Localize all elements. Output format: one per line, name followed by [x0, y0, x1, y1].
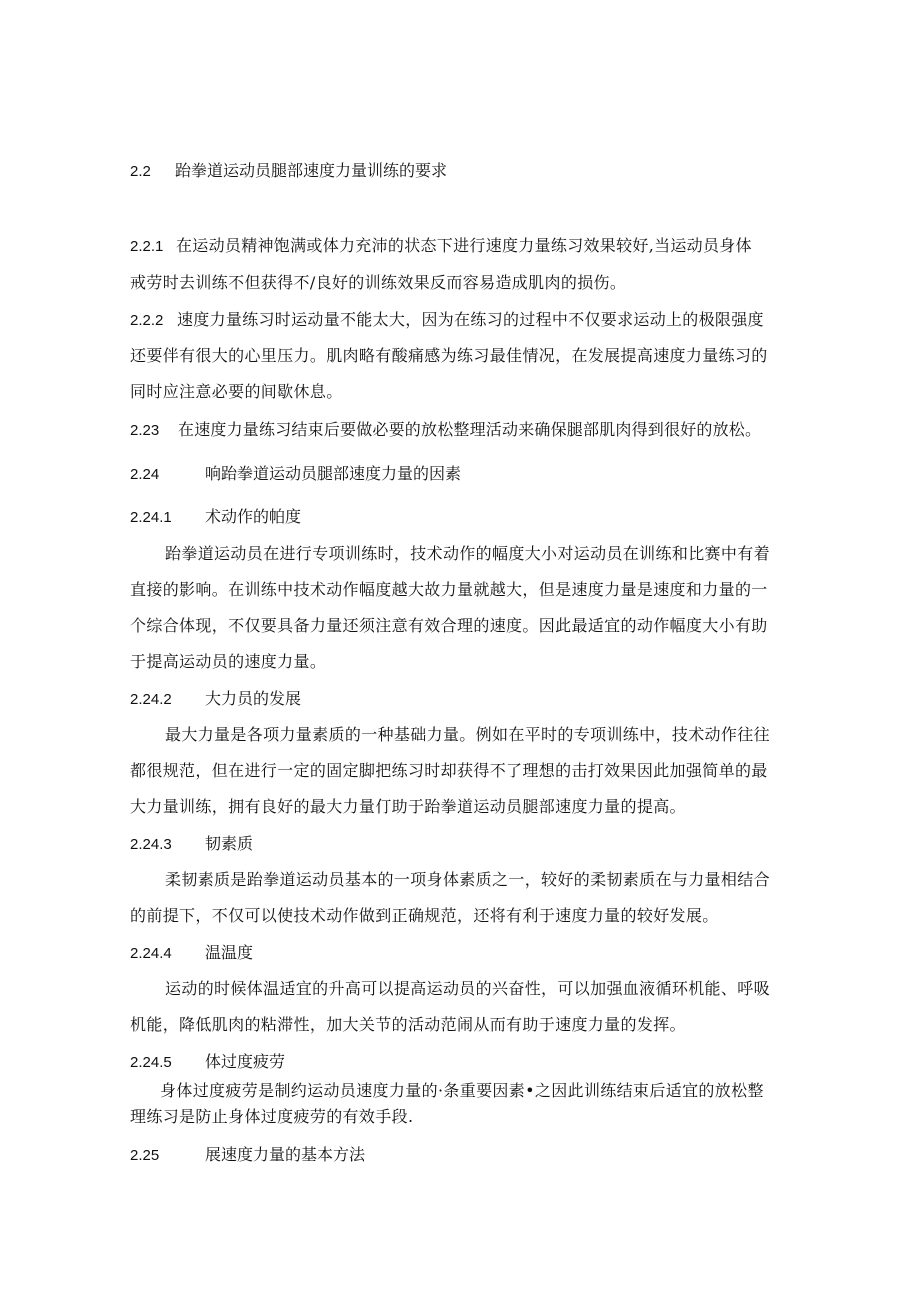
- paragraph-line: 于提高运动员的速度力量。: [130, 652, 327, 671]
- item-2-2-2: [130, 310, 764, 331]
- section-title: 展速度力量的基本方法: [205, 1145, 366, 1164]
- section-heading-2-25: [130, 1145, 365, 1166]
- section-heading-2-2: [130, 161, 447, 182]
- item-text-line: 在速度力量练习结束后要做必要的放松整理活动来确保腿部肌肉得到很好的放松。: [178, 420, 762, 439]
- subsection-number: 2.24.5: [130, 1054, 172, 1071]
- section-number: 2.24: [130, 466, 160, 483]
- subsection-number: 2.24.3: [130, 836, 172, 853]
- subsection-heading-2-24-4: [130, 943, 253, 964]
- section-title: 响跆拳道运动员腿部速度力量的因素: [205, 464, 462, 483]
- item-text-line: 同时应注意必要的间歇休息。: [130, 382, 343, 401]
- item-2-23: [130, 420, 761, 441]
- subsection-title: 体过度疲劳: [205, 1052, 286, 1071]
- section-title: 跆拳道运动员腿部速度力量训练的要求: [175, 161, 448, 180]
- item-number: 2.23: [130, 422, 160, 439]
- section-heading-2-24: [130, 464, 461, 485]
- paragraph-line: 的前提下，不仅可以使技术动作做到正确规范，还将有利于速度力量的较好发展。: [130, 906, 719, 925]
- paragraph-line: 运动的时候体温适宜的升高可以提高运动员的兴奋性，可以加强血液循环机能、呼吸: [165, 979, 770, 998]
- paragraph-line: 机能，降低肌肉的粘滞性，加大关节的活动范闹从而有助于速度力量的发挥。: [130, 1015, 686, 1034]
- paragraph-line: 柔韧素质是跆拳道运动员基本的一项身体素质之一，较好的柔韧素质在与力量相结合: [165, 870, 770, 889]
- item-text-line: 戒劳时去训练不但获得不/良好的训练效果反而容易造成肌肉的损伤。: [130, 273, 627, 292]
- paragraph-line: 跆拳道运动员在进行专项训练时，技术动作的幅度大小对运动员在训练和比赛中有着: [165, 544, 770, 563]
- subsection-number: 2.24.1: [130, 509, 172, 526]
- item-text-line: 还要伴有很大的心里压力。肌肉略有酸痛感为练习最佳情况，在发展提高速度力量练习的: [130, 346, 768, 365]
- subsection-heading-2-24-3: [130, 834, 253, 855]
- item-text-line: 速度力量练习时运动量不能太大，因为在练习的过程中不仅要求运动上的极限强度: [177, 310, 764, 329]
- paragraph-line: 理练习是防止身体过度疲劳的有效手段.: [130, 1107, 414, 1126]
- paragraph-line: 都很规范，但在进行一定的固定脚把练习时却获得不了理想的击打效果因此加强简单的最: [130, 761, 768, 780]
- item-2-2-1: [130, 236, 752, 257]
- subsection-heading-2-24-5: [130, 1052, 285, 1073]
- paragraph-line: 直接的影响。在训练中技术动作幅度越大故力量就越大，但是速度力量是速度和力量的一: [130, 580, 768, 599]
- paragraph-line: 身体过度疲劳是制约运动员速度力量的·条重要因素•之因此训练结束后适宜的放松整: [160, 1081, 764, 1100]
- subsection-title: 术动作的帕度: [205, 507, 302, 526]
- subsection-title: 温温度: [205, 943, 254, 962]
- subsection-heading-2-24-1: [130, 507, 301, 528]
- section-number: 2.25: [130, 1147, 160, 1164]
- subsection-number: 2.24.2: [130, 691, 172, 708]
- item-text-line: 在运动员精神饱满或体力充沛的状态下进行速度力量练习效果较好,当运动员身体: [176, 236, 752, 255]
- section-number: 2.2: [130, 163, 151, 180]
- paragraph-line: 个综合体现，不仅要具备力量还须注意有效合理的速度。因此最适宜的动作幅度大小有助: [130, 616, 768, 635]
- subsection-heading-2-24-2: [130, 689, 301, 710]
- item-number: 2.2.2: [130, 312, 164, 329]
- paragraph-line: 最大力量是各项力量素质的一种基础力量。例如在平时的专项训练中，技术动作往往: [165, 725, 770, 744]
- subsection-number: 2.24.4: [130, 945, 172, 962]
- item-number: 2.2.1: [130, 238, 164, 255]
- subsection-title: 韧素质: [205, 834, 254, 853]
- subsection-title: 大力员的发展: [205, 689, 302, 708]
- paragraph-line: 大力量训练，拥有良好的最大力量仃助于跆拳道运动员腿部速度力量的提高。: [130, 797, 686, 816]
